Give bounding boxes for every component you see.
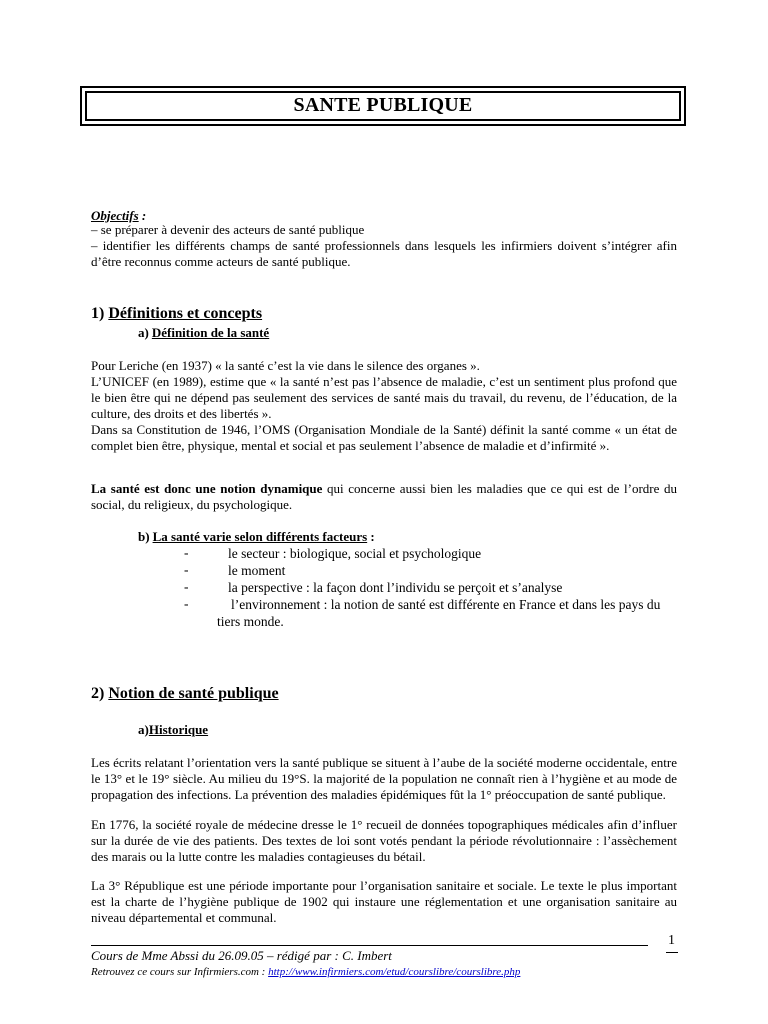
factor-2: le moment <box>228 563 286 578</box>
title-box <box>80 86 686 126</box>
factor-3: la perspective : la façon dont l’individu se perçoit et s’analyse <box>228 580 563 595</box>
leriche-paragraph: Pour Leriche (en 1937) « la santé c’est la vie dans le silence des organes ». <box>91 358 480 373</box>
objectif-1: – se préparer à devenir des acteurs de santé publique <box>91 222 365 237</box>
factor-dash-4: - <box>184 596 189 611</box>
oms-paragraph: Dans sa Constitution de 1946, l’OMS (Organisation Mondiale de la Santé) définit la santé comme « un état de complet bien être, physique, mental et social et pas seulement l’absence de maladie et d’infirmité ». <box>91 422 677 453</box>
footer-source: Retrouvez ce cours sur Infirmiers.com : http://www.infirmiers.com/etud/courslibre/courslibre.php <box>91 966 521 978</box>
factor-dash-3: - <box>184 579 189 594</box>
page-number: 1 <box>668 933 675 948</box>
section1-sub-a-heading: a) Définition de la santé <box>138 325 270 340</box>
historique-paragraph-3: La 3° République est une période importante pour l’organisation sanitaire et sociale. Le texte le plus important est la charte de l’hygiène publique de 1902 qui instaure une réglementation et une organisation sanitaire au niveau départemental et communal. <box>91 878 677 925</box>
objectif-2: – identifier les différents champs de santé professionnels dans lesquels les infirmiers doivent s’intégrer afin d’être reconnus comme acteurs de santé publique. <box>91 238 677 269</box>
page-number-rule <box>666 952 678 953</box>
factor-dash-1: - <box>184 545 189 560</box>
factor-1: le secteur : biologique, social et psychologique <box>228 546 482 561</box>
section2-sub-a-heading: a)Historique <box>138 722 209 737</box>
objectifs-label: Objectifs : <box>91 208 147 223</box>
section2-heading: 2) Notion de santé publique <box>91 685 279 702</box>
historique-paragraph-2: En 1776, la société royale de médecine dresse le 1° recueil de données topographiques médicales afin d’influer sur la durée de vie des patients. Des textes de loi sont votés pendant la période révolutionnaire : l’assèchement des marais ou la lutte contre les maladies contagieuses du bétail. <box>91 817 677 864</box>
factor-dash-2: - <box>184 562 189 577</box>
factor-4: l’environnement : la notion de santé est différente en France et dans les pays du tiers monde. <box>217 597 661 629</box>
section1-sub-b-heading: b) La santé varie selon différents facteurs : <box>138 529 375 544</box>
footer-course: Cours de Mme Abssi du 26.09.05 – rédigé par : C. Imbert <box>91 948 392 963</box>
footer-rule <box>91 945 648 946</box>
historique-paragraph-1: Les écrits relatant l’orientation vers la santé publique se situent à l’aube de la société moderne occidentale, entre le 13° et le 19° siècle. Au milieu du 19°S. la majorité de la population ne connaît rien à l’hygiène et au mode de propagation des infections. La prévention des maladies épidémiques fût la 1° préoccupation de santé publique. <box>91 755 677 802</box>
unicef-paragraph: L’UNICEF (en 1989), estime que « la santé n’est pas l’absence de maladie, c’est un sentiment plus profond que le bien être qui ne dépend pas seulement des services de santé mais du travail, du revenu, de l’éducation, de la culture, des droits et des libertés ». <box>91 374 677 421</box>
dynamic-paragraph: La santé est donc une notion dynamique qui concerne aussi bien les maladies que ce qui est de l’ordre du social, du religieux, du psychologique. <box>91 481 677 512</box>
source-link[interactable]: http://www.infirmiers.com/etud/courslibre/courslibre.php <box>268 966 521 978</box>
page-title: SANTE PUBLIQUE <box>293 94 473 116</box>
section1-heading: 1) Définitions et concepts <box>91 305 263 322</box>
